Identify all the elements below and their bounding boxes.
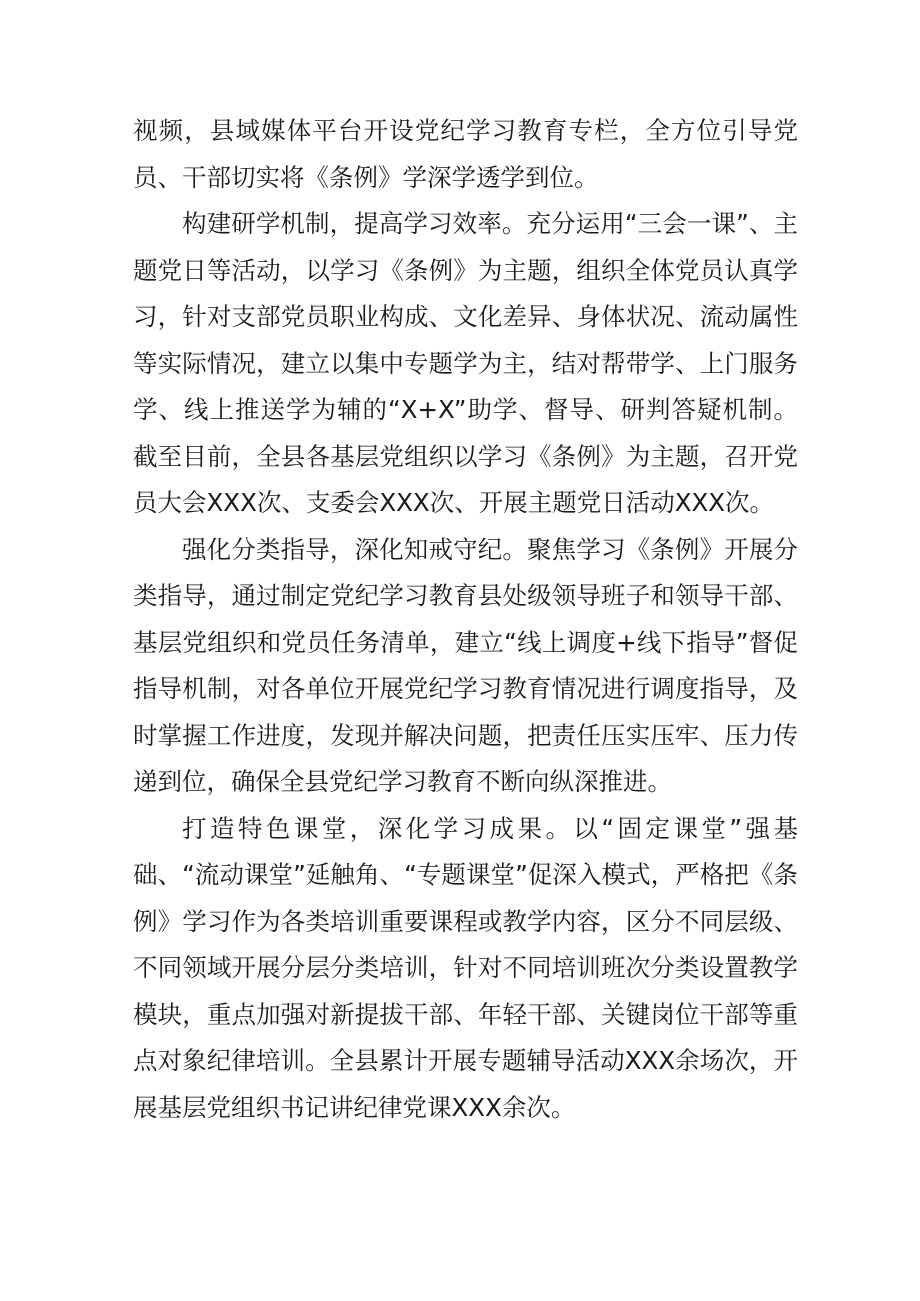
document-body xyxy=(133,108,798,1131)
paragraph-research-mechanism: 构建研学机制，提高学习效率。充分运用“三会一课”、主题党日等活动，以学习《条例》为主题，组织全体党员认真学习，针对支部党员职业构成、文化差异、身体状况、流动属性等实际情况，建立以集中专题学为主，结对帮带学、上门服务学、线上推送学为辅的“X+X”助学、督导、研判答疑机制。截至目前，全县各基层党组织以学习《条例》为主题，召开党员大会XXX次、支委会XXX次、开展主题党日活动XXX次。 xyxy=(133,209,798,517)
paragraph-continuation: 视频，县域媒体平台开设党纪学习教育专栏，全方位引导党员、干部切实将《条例》学深学透学到位。 xyxy=(133,116,798,192)
paragraph-classified-guidance: 强化分类指导，深化知戒守纪。聚焦学习《条例》开展分类指导，通过制定党纪学习教育县处级领导班子和领导干部、基层党组织和党员任务清单，建立“线上调度+线下指导”督促指导机制，对各单位开展党纪学习教育情况进行调度指导，及时掌握工作进度，发现并解决问题，把责任压实压牢、压力传递到位，确保全县党纪学习教育不断向纵深推进。 xyxy=(133,534,798,796)
paragraph-featured-classroom: 打造特色课堂，深化学习成果。以“固定课堂”强基础、“流动课堂”延触角、“专题课堂”促深入模式，严格把《条例》学习作为各类培训重要课程或教学内容，区分不同层级、不同领域开展分层分类培训，针对不同培训班次分类设置教学模块，重点加强对新提拔干部、年轻干部、关键岗位干部等重点对象纪律培训。全县累计开展专题辅导活动XXX余场次，开展基层党组织书记讲纪律党课XXX余次。 xyxy=(133,813,798,1122)
